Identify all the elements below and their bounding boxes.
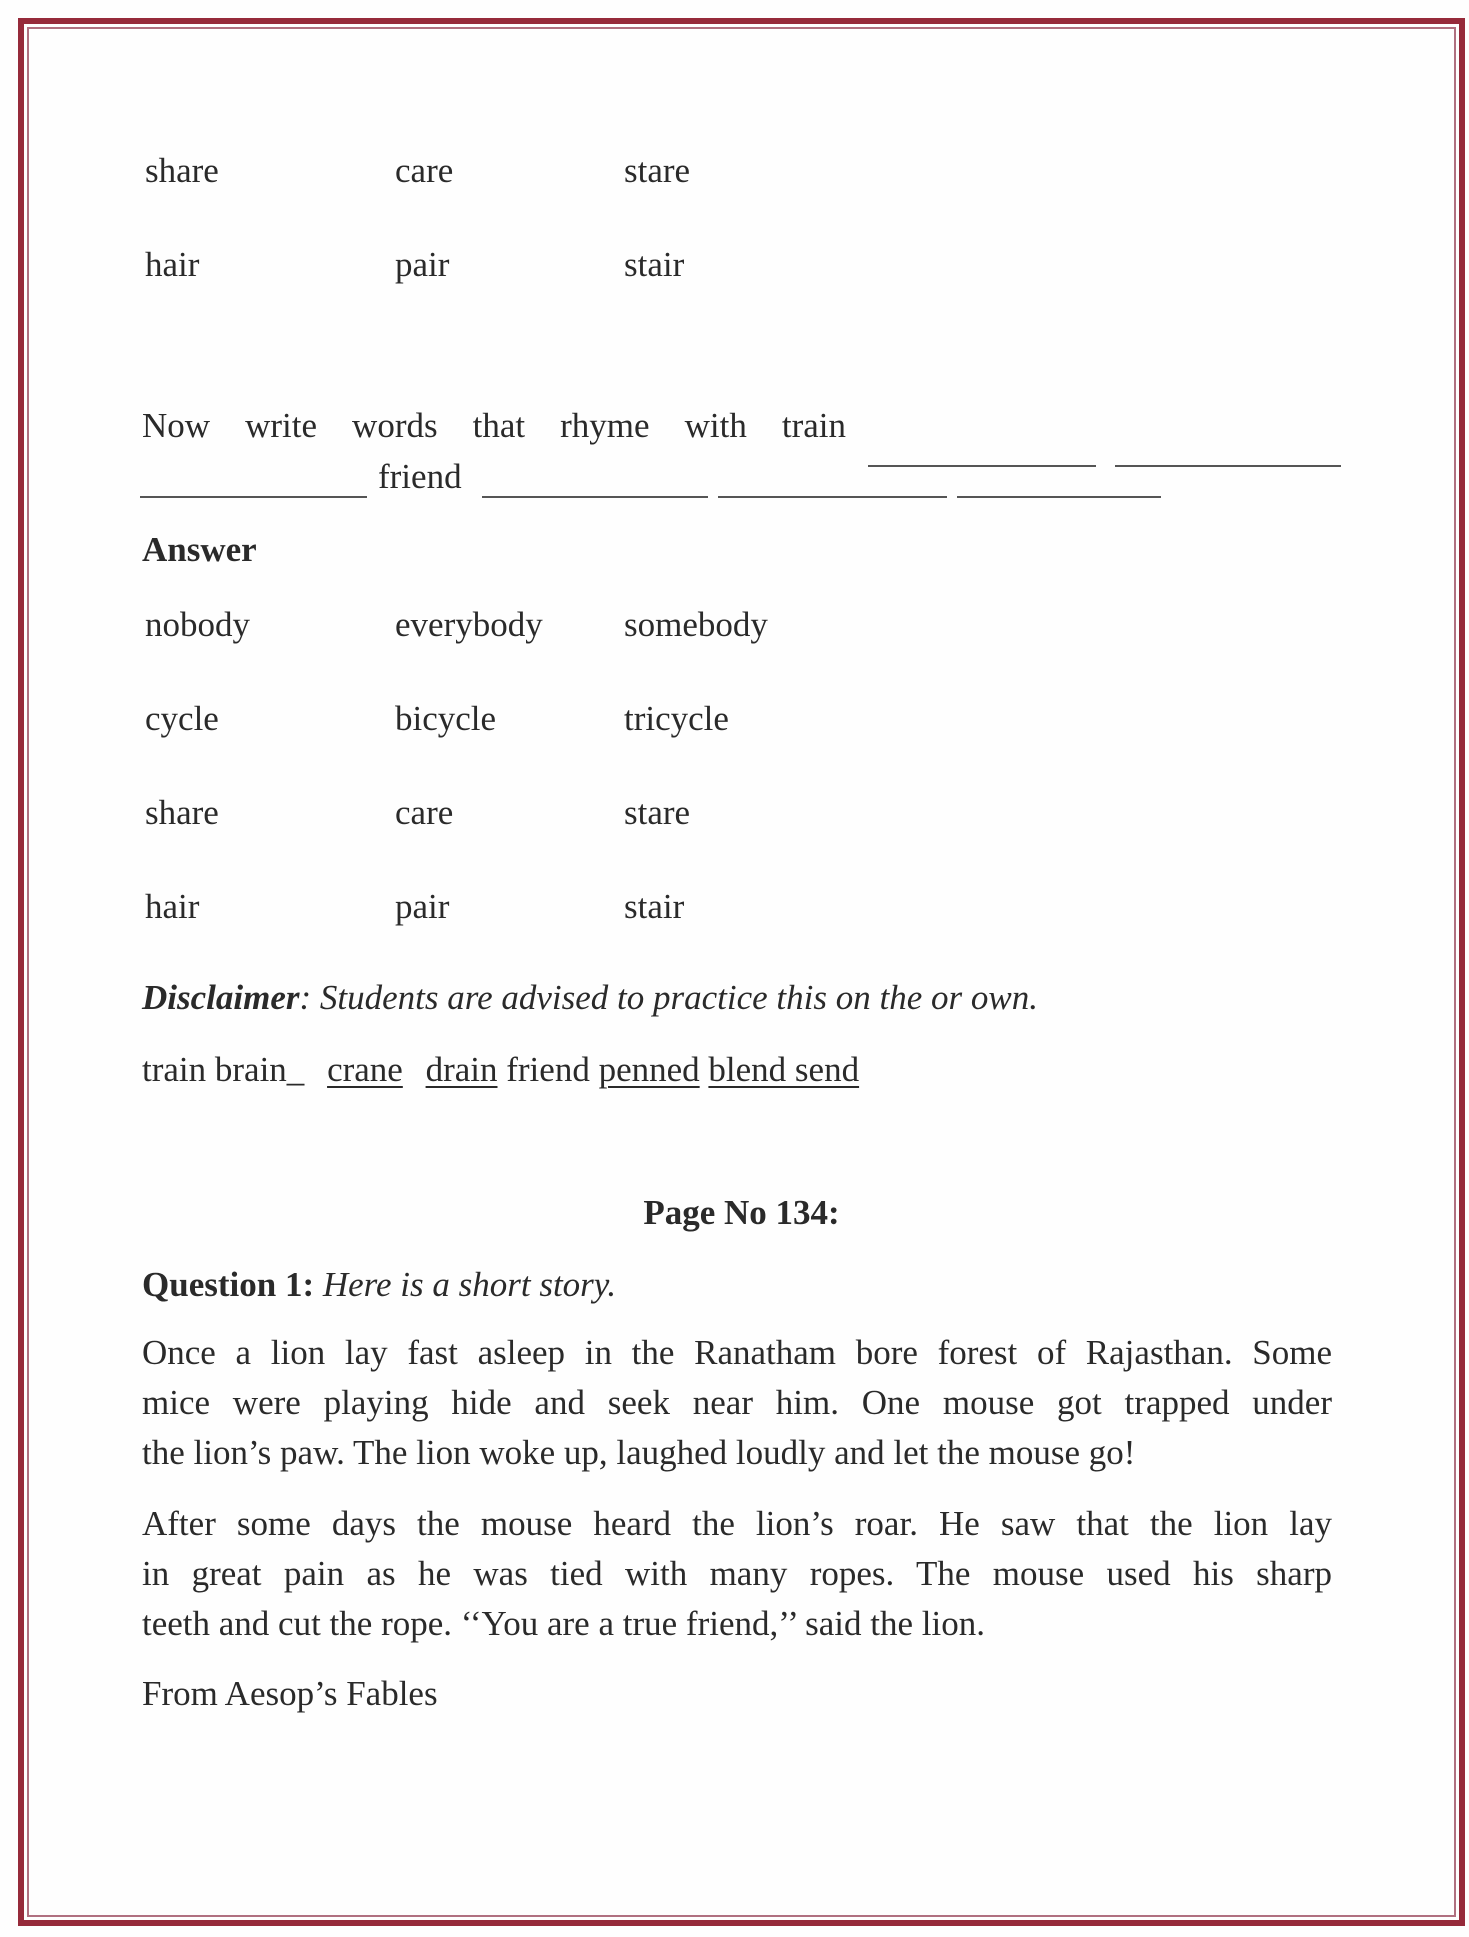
story-line: teeth and cut the rope. ‘‘You are a true friend,’’ said the lion. xyxy=(142,1604,985,1643)
disclaimer xyxy=(142,978,1038,1018)
question-label: Question 1: xyxy=(142,1265,315,1304)
rhyme-answer-word: brain_ xyxy=(214,1050,305,1089)
rhyme-answer-word: blend send xyxy=(708,1050,860,1089)
story-source: From Aesop’s Fables xyxy=(142,1674,438,1713)
story-line: the lion’s paw. The lion woke up, laughed loudly and let the mouse go! xyxy=(142,1433,1136,1472)
word-cell: nobody xyxy=(145,605,250,644)
word-cell: hair xyxy=(145,887,200,926)
word-cell: somebody xyxy=(624,605,768,644)
word-cell: tricycle xyxy=(624,699,729,738)
blank-line[interactable] xyxy=(957,496,1161,498)
story-line: in great pain as he was tied with many ropes. The mouse used his sharp xyxy=(142,1554,1332,1593)
blank-line[interactable] xyxy=(868,465,1096,467)
word-cell: care xyxy=(395,151,454,190)
question-heading xyxy=(142,1265,616,1305)
question-prompt: Here is a short story. xyxy=(322,1265,617,1304)
rhyme-answer-word: crane xyxy=(327,1050,403,1089)
rhyme-answer-word: penned xyxy=(598,1050,700,1089)
rhyme-answer-word: train xyxy=(142,1050,207,1089)
word-cell: care xyxy=(395,793,454,832)
word-cell: stare xyxy=(624,793,691,832)
blank-line[interactable] xyxy=(482,496,708,498)
rhyme-answer-line xyxy=(142,1050,859,1090)
blank-line[interactable] xyxy=(140,496,367,498)
story-line: mice were playing hide and seek near him. One mouse got trapped under xyxy=(142,1383,1332,1422)
disclaimer-text: : Students are advised to practice this on the or own. xyxy=(299,978,1038,1017)
disclaimer-label: Disclaimer xyxy=(142,978,300,1017)
word-cell: pair xyxy=(395,245,450,284)
word-cell: stair xyxy=(624,245,685,284)
rhyme-answer-word: friend xyxy=(506,1050,590,1089)
rhyme-word-friend: friend xyxy=(378,457,462,496)
word-cell: everybody xyxy=(395,605,543,644)
word-cell: stare xyxy=(624,151,691,190)
blank-line[interactable] xyxy=(718,496,947,498)
word-cell: hair xyxy=(145,245,200,284)
word-cell: cycle xyxy=(145,699,219,738)
rhyme-answer-word: drain xyxy=(425,1050,498,1089)
story-line: After some days the mouse heard the lion’s roar. He saw that the lion lay xyxy=(142,1504,1332,1543)
word-cell: share xyxy=(145,151,219,190)
word-cell: bicycle xyxy=(395,699,497,738)
answer-heading: Answer xyxy=(142,530,257,569)
page-number-heading: Page No 134: xyxy=(643,1193,840,1232)
word-cell: stair xyxy=(624,887,685,926)
story-line: Once a lion lay fast asleep in the Ranatham bore forest of Rajasthan. Some xyxy=(142,1333,1332,1372)
blank-line[interactable] xyxy=(1115,465,1341,467)
word-cell: share xyxy=(145,793,219,832)
word-cell: pair xyxy=(395,887,450,926)
rhyme-prompt: Now write words that rhyme with train xyxy=(142,406,846,445)
